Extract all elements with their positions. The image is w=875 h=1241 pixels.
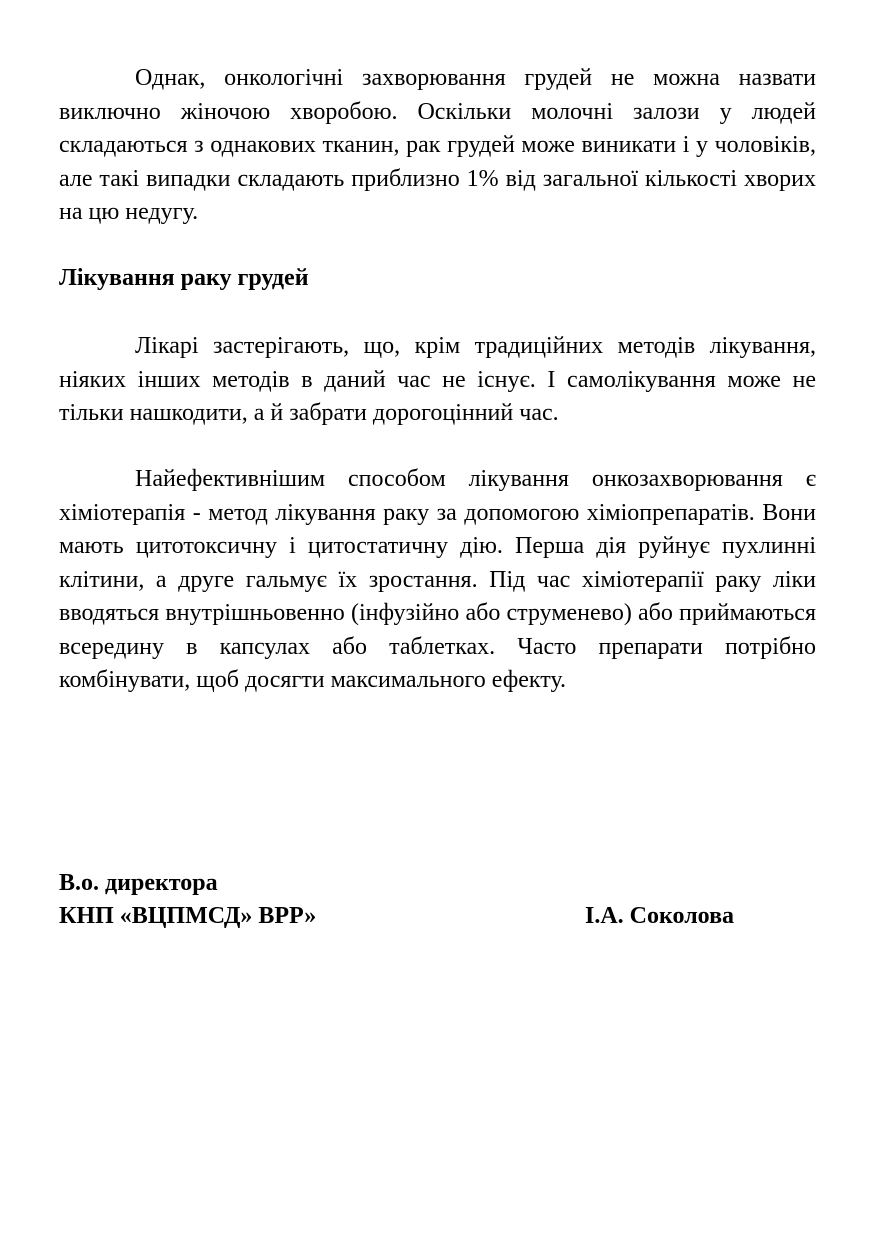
paragraph-chemotherapy: Найефективнішим способом лікування онкозахворювання є хіміотерапія - метод лікування раку за допомогою хіміопрепаратів. Вони мають цитотоксичну і цитостатичну дію. Перша дія руйнує пухлинні клітини, а друге гальмує їх зростання. Під час хіміотерапії раку ліки вводяться внутрішньовенно (інфузійно або струменево) або приймаються всередину в капсулах або таблетках. Часто препарати потрібно комбінувати, щоб досягти максимального ефекту.	[59, 466, 816, 693]
signature-block	[59, 867, 816, 933]
section-heading: Лікування раку грудей	[59, 265, 309, 291]
signatory-position: В.о. директора	[59, 870, 218, 896]
paragraph-doctors-warning: Лікарі застерігають, що, крім традиційних методів лікування, ніяких інших методів в даний час не існує. І самолікування може не тільки нашкодити, а й забрати дорогоцінний час.	[59, 333, 816, 426]
signatory-organization: КНП «ВЦПМСД» ВРР»	[59, 903, 317, 929]
signatory-name: І.А. Соколова	[585, 903, 735, 929]
paragraph-intro: Однак, онкологічні захворювання грудей не можна назвати виключно жіночою хворобою. Оскільки молочні залози у людей складаються з однакових тканин, рак грудей може виникати і у чоловіків, але такі випадки складають приблизно 1% від загальної кількості хворих на цю недугу.	[59, 65, 816, 225]
